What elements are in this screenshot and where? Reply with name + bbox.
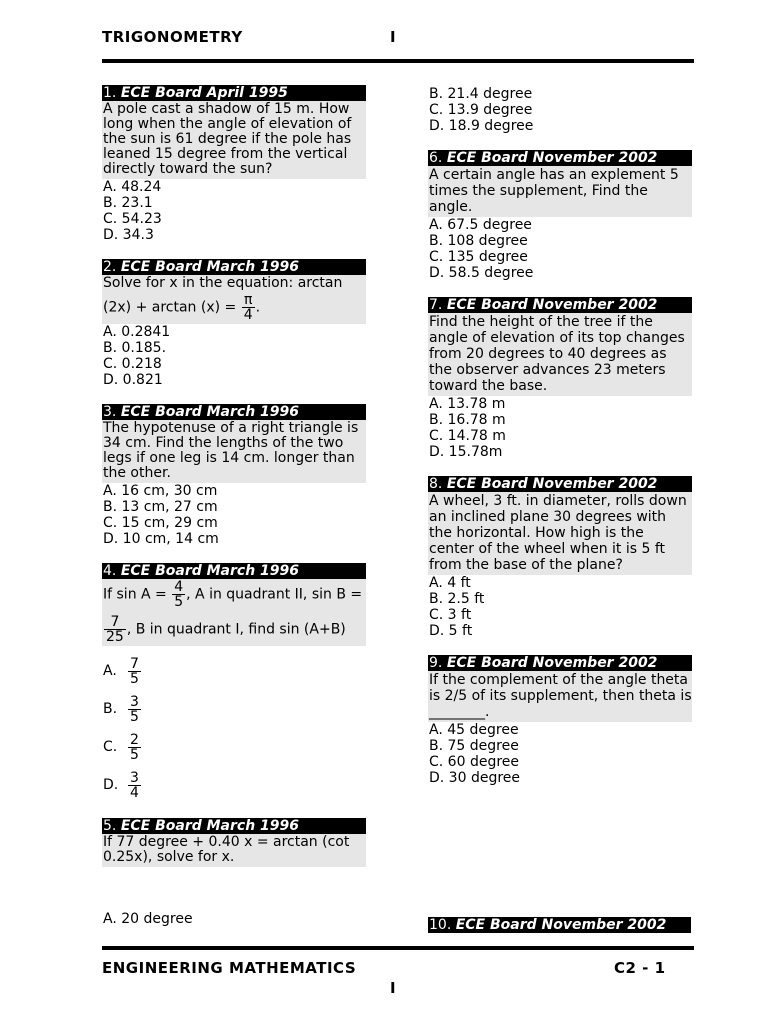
option-c: C. 60 degree: [429, 754, 520, 770]
page-header-marker: I: [390, 28, 397, 46]
left-column: [102, 85, 366, 883]
option-a: A. 4 ft: [429, 575, 471, 591]
question-text: A pole cast a shadow of 15 m. How long when the angle of elevation of the sun is 61 degree if the pole has leaned 15 degree from the vertical directly toward the sun?: [102, 101, 366, 179]
option-d: D. 58.5 degree: [429, 265, 534, 281]
question-header: 10. ECE Board November 2002: [428, 917, 691, 933]
question-text: Solve for x in the equation: arctan (2x) + arctan (x) = $\frac{\pi}{4}$ .: [102, 275, 366, 324]
option-a: A. 13.78 m: [429, 396, 506, 412]
question-5-continued: [428, 86, 692, 134]
question-text: If 77 degree + 0.40 x = arctan (cot 0.25x), solve for x.: [102, 834, 366, 867]
option-b: B. 108 degree: [429, 233, 528, 249]
question-header: 1. ECE Board April 1995: [102, 85, 366, 101]
question-9: [428, 655, 692, 786]
option-c: C. $\frac{2}{5}$: [103, 731, 139, 763]
option-b: B. 16.78 m: [429, 412, 506, 428]
question-header: 5. ECE Board March 1996: [102, 818, 366, 834]
option-b: B. 23.1: [103, 195, 153, 211]
page-footer-left: ENGINEERING MATHEMATICS: [102, 959, 357, 977]
option-a: A. 45 degree: [429, 722, 519, 738]
option-b: B. 2.5 ft: [429, 591, 485, 607]
option-a: A. 0.2841: [103, 324, 171, 340]
question-text: The hypotenuse of a right triangle is 34 cm. Find the lengths of the two legs if one leg is 14 cm. longer than the other.: [102, 420, 366, 483]
right-column: [428, 86, 692, 802]
question-header: 4. ECE Board March 1996: [102, 563, 366, 579]
question-6: [428, 150, 692, 281]
option-c: C. 135 degree: [429, 249, 528, 265]
question-text: If sin A = $\frac{4}{5}$ , A in quadrant II, sin B = $\frac{7}{25}$ , B in quadrant I, find sin (A+B): [102, 579, 366, 646]
question-7: [428, 297, 692, 460]
option-d: D. 34.3: [103, 227, 154, 243]
question-5: [102, 818, 366, 867]
option-a: A. $\frac{7}{5}$: [103, 655, 139, 687]
fraction-7-over-25: $\frac{7}{25}$: [106, 614, 124, 645]
page-header-title: TRIGONOMETRY: [102, 28, 243, 46]
question-header: 2. ECE Board March 1996: [102, 259, 366, 275]
option-b: B. 21.4 degree: [429, 86, 533, 102]
question-2: [102, 259, 366, 388]
question-text: If the complement of the angle theta is 2/5 of its supplement, then theta is ________.: [429, 672, 692, 720]
fraction-4-over-5: $\frac{4}{5}$: [174, 579, 184, 610]
pi-over-4-fraction: $\frac{\pi}{4}$: [243, 292, 253, 323]
option-b: B. 13 cm, 27 cm: [103, 499, 218, 515]
question-10: [428, 917, 691, 933]
option-b: B. 75 degree: [429, 738, 519, 754]
option-a: A. 67.5 degree: [429, 217, 532, 233]
option-a: A. 16 cm, 30 cm: [103, 483, 218, 499]
option-c: C. 14.78 m: [429, 428, 506, 444]
option-d: D. $\frac{3}{4}$: [103, 769, 139, 801]
option-b: B. $\frac{3}{5}$: [103, 693, 139, 725]
question-8: [428, 476, 692, 639]
question-header: 7. ECE Board November 2002: [428, 297, 692, 313]
option-c: C. 15 cm, 29 cm: [103, 515, 218, 531]
question-header: 3. ECE Board March 1996: [102, 404, 366, 420]
page-footer-marker: I: [390, 979, 397, 997]
option-d: D. 10 cm, 14 cm: [103, 531, 219, 547]
option-d: D. 5 ft: [429, 623, 473, 639]
option-d: D. 0.821: [103, 372, 163, 388]
option-c: C. 0.218: [103, 356, 162, 372]
question-header: 9. ECE Board November 2002: [428, 655, 692, 671]
option-d: D. 15.78m: [429, 444, 503, 460]
question-text: Find the height of the tree if the angle of elevation of its top changes from 20 degrees to 40 degrees as the observer advances 23 meters toward the base.: [428, 313, 692, 396]
option-c: C. 3 ft: [429, 607, 472, 623]
question-4: [102, 563, 366, 804]
question-1: [102, 85, 366, 243]
question-header: 6. ECE Board November 2002: [428, 150, 692, 166]
header-rule: [102, 59, 694, 63]
option-d: D. 18.9 degree: [429, 118, 534, 134]
option-b: B. 0.185.: [103, 340, 167, 356]
question-text: A certain angle has an explement 5 times the supplement, Find the angle.: [428, 166, 692, 217]
question-5-option-a: A. 20 degree: [103, 911, 193, 927]
page-footer-right: C2 - 1: [614, 959, 666, 977]
option-d: D. 30 degree: [429, 770, 521, 786]
question-3: [102, 404, 366, 547]
option-a: A. 48.24: [103, 179, 162, 195]
question-text: A wheel, 3 ft. in diameter, rolls down an inclined plane 30 degrees with the horizontal. How high is the center of the wheel when it is 5 ft from the base of the plane?: [428, 492, 692, 575]
option-c: C. 13.9 degree: [429, 102, 533, 118]
footer-rule: [102, 946, 694, 950]
option-c: C. 54.23: [103, 211, 162, 227]
question-header: 8. ECE Board November 2002: [428, 476, 692, 492]
